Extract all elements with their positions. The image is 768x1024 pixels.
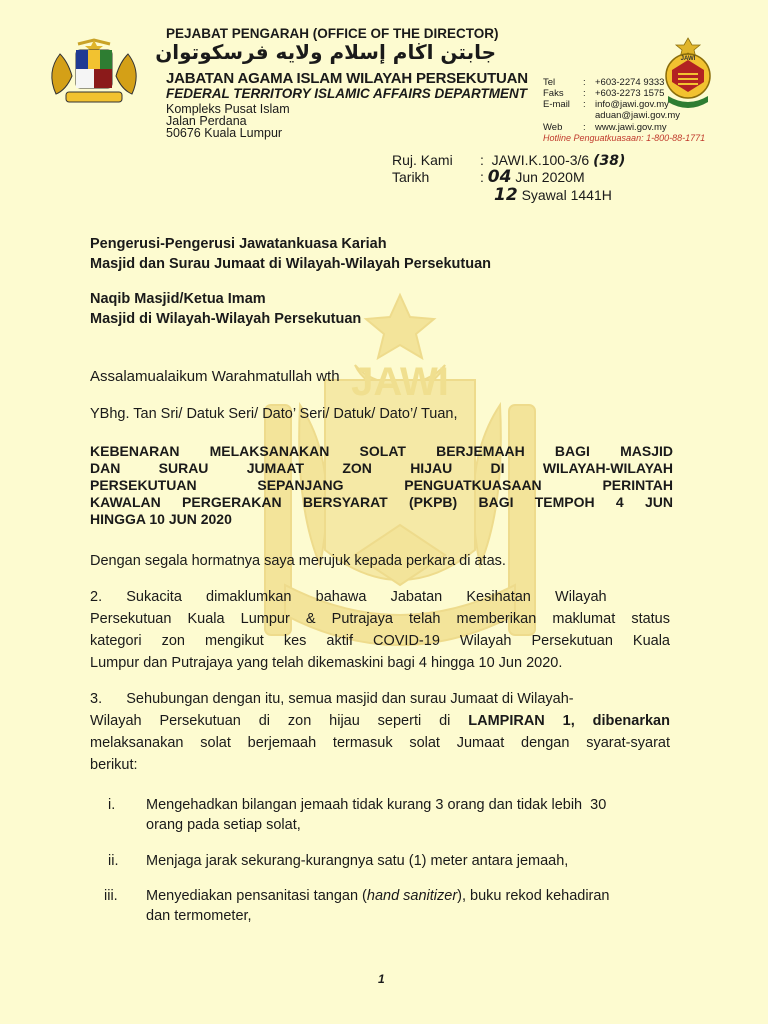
malaysia-coat-of-arms-icon (40, 38, 148, 108)
greeting: Assalamualaikum Warahmatullah wth (90, 368, 340, 385)
arabic-jawi-name: جابتن اڬام إسلام ولايه فرسكوتوان (155, 40, 496, 64)
item-1-number: i. (108, 797, 116, 813)
subject-line-4: KAWALAN PERGERAKAN BERSYARAT (PKPB) BAGI TEMPOH 4 JUN (90, 494, 673, 510)
page-number: 1 (378, 972, 385, 986)
tarikh-label: Tarikh (392, 169, 430, 185)
hijri-row (494, 185, 612, 205)
item-3-line-2: dan termometer, (146, 908, 252, 924)
date-handwritten: 04 (487, 167, 512, 187)
office-line: PEJABAT PENGARAH (OFFICE OF THE DIRECTOR) (166, 26, 499, 41)
dept-name-malay: JABATAN AGAMA ISLAM WILAYAH PERSEKUTUAN (166, 70, 528, 87)
addressee-line-4: Masjid di Wilayah-Wilayah Persekutuan (90, 311, 362, 327)
contact-web: Web : www.jawi.gov.my (543, 122, 667, 133)
subject-line-2: DAN SURAU JUMAAT ZON HIJAU DI WILAYAH-WILAYAH (90, 460, 673, 476)
p2-line-4: Lumpur dan Putrajaya yang telah dikemaskini bagi 4 hingga 10 Jun 2020. (90, 655, 563, 671)
address-line-3: 50676 Kuala Lumpur (166, 126, 283, 140)
p2-line-2: Persekutuan Kuala Lumpur & Putrajaya telah memberikan maklumat status (90, 611, 670, 627)
lampiran-ref: LAMPIRAN 1 (468, 713, 571, 729)
tarikh-row: : 04 Jun 2020M (480, 167, 585, 187)
item-1-line-1: Mengehadkan bilangan jemaah tidak kurang 3 orang dan tidak lebih 30 (146, 797, 607, 813)
item-2-number: ii. (108, 853, 119, 869)
date-value: Jun 2020M (515, 169, 585, 185)
hijri-value: Syawal 1441H (521, 187, 612, 203)
ruj-label: Ruj. Kami (392, 152, 453, 168)
subject-line-3: PERSEKUTUAN SEPANJANG PENGUATKUASAAN PERINTAH (90, 477, 673, 493)
dept-name-english: FEDERAL TERRITORY ISLAMIC AFFAIRS DEPARTMENT (166, 86, 528, 101)
item-3-line-1: Menyediakan pensanitasi tangan (hand sanitizer), buku rekod kehadiran (146, 888, 610, 904)
contact-email: E-mail : info@jawi.gov.my (543, 99, 669, 110)
subject-line-5: HINGGA 10 JUN 2020 (90, 511, 232, 527)
address-line-1: Kompleks Pusat Islam (166, 102, 290, 116)
ruj-value: JAWI.K.100-3/6 (491, 152, 590, 168)
addressee-line-1: Pengerusi-Pengerusi Jawatankuasa Kariah (90, 236, 387, 252)
hijri-handwritten: 12 (494, 185, 518, 205)
contact-tel: Tel : +603-2274 9333 (543, 77, 665, 88)
salutation: YBhg. Tan Sri/ Datuk Seri/ Dato’ Seri/ Datuk/ Dato’/ Tuan, (90, 406, 458, 422)
p3-line-4: berikut: (90, 757, 138, 773)
item-2-line-1: Menjaga jarak sekurang-kurangnya satu (1) meter antara jemaah, (146, 853, 569, 869)
contact-hotline: Hotline Penguatkuasaan: 1-800-88-1771 (543, 133, 706, 143)
addressee-line-2: Masjid dan Surau Jumaat di Wilayah-Wilayah Persekutuan (90, 256, 492, 272)
jawi-logo-text: JAWI (680, 56, 696, 62)
subject-line-1: KEBENARAN MELAKSANAKAN SOLAT BERJEMAAH BAGI MASJID (90, 443, 673, 459)
ruj-handwritten: (38) (593, 153, 626, 169)
ruj-row: : JAWI.K.100-3/6 (38) (480, 152, 626, 169)
addressee-line-3: Naqib Masjid/Ketua Imam (90, 291, 266, 307)
contact-email-2: aduan@jawi.gov.my (595, 110, 680, 121)
p3-line-1: 3. Sehubungan dengan itu, semua masjid dan surau Jumaat di Wilayah- (90, 691, 574, 707)
watermark-text: JAWI (351, 360, 449, 404)
intro-paragraph: Dengan segala hormatnya saya merujuk kepada perkara di atas. (90, 553, 506, 569)
p3-line-2: Wilayah Persekutuan di zon hijau seperti di LAMPIRAN 1, dibenarkan (90, 713, 670, 729)
p3-line-3: melaksanakan solat berjemaah termasuk solat Jumaat dengan syarat-syarat (90, 735, 670, 751)
item-3-number: iii. (104, 888, 118, 904)
p2-line-3: kategori zon mengikut kes aktif COVID-19 Wilayah Persekutuan Kuala (90, 633, 670, 649)
address-line-2: Jalan Perdana (166, 114, 247, 128)
jawi-logo-icon (658, 36, 718, 110)
item-1-line-2: orang pada setiap solat, (146, 817, 301, 833)
p2-line-1: 2. Sukacita dimaklumkan bahawa Jabatan Kesihatan Wilayah (90, 589, 607, 605)
contact-faks: Faks : +603-2273 1575 (543, 88, 665, 99)
